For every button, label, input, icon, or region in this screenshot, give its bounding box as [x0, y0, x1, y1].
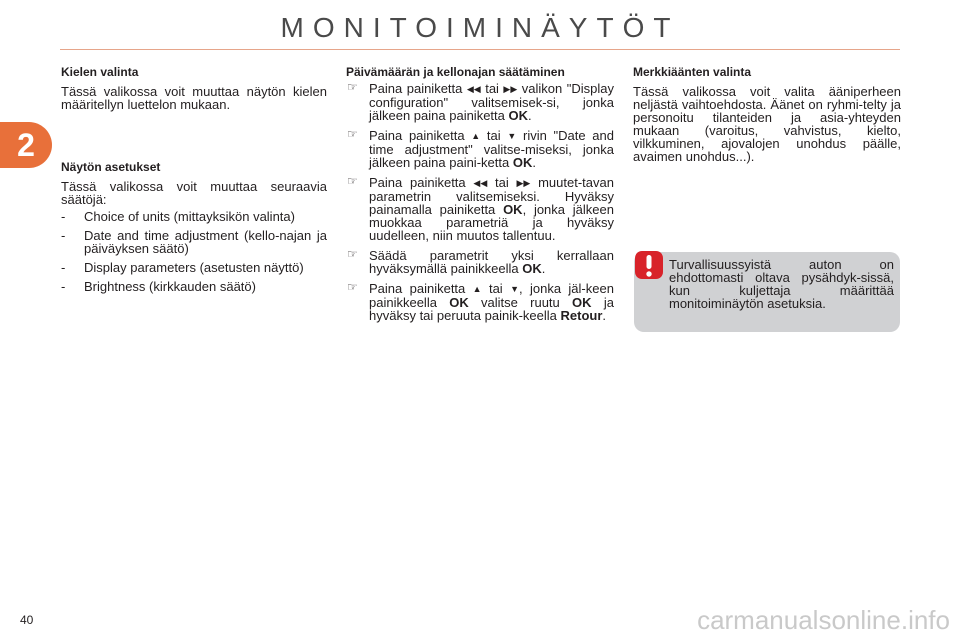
datetime-heading: Päivämäärän ja kellonajan säätäminen: [346, 65, 565, 79]
down-arrow-icon: ▼: [510, 284, 519, 294]
watermark: carmanualsonline.info: [697, 605, 950, 635]
list-item: ☞ Paina painiketta ▲ tai ▼, jonka jäl-keen painikkeella OK valitse ruutu OK ja hyväksy tai peruuta painik-keella Retour.: [347, 280, 614, 323]
up-arrow-icon: ▲: [472, 284, 482, 294]
finger-pointer-icon: ☞: [347, 174, 358, 188]
down-arrow-icon: ▼: [507, 131, 517, 141]
warning-text: Turvallisuussyistä auton on ehdottomasti oltava pysähdyk-sissä, kun kuljettaja määrittää monitoiminäytön asetuksia.: [669, 257, 894, 311]
finger-pointer-icon: ☞: [347, 280, 358, 294]
list-item: - Choice of units (mittayksikön valinta): [61, 209, 295, 224]
spacer: [61, 119, 327, 161]
language-text: Tässä valikossa voit muuttaa näytön kielen määritellyn luettelon mukaan.: [61, 84, 327, 112]
list-item: ☞ Paina painiketta ◀◀ tai ▶▶ valikon "Display configuration" valitsemisek-si, jonka jälkeen paina painiketta OK.: [347, 80, 614, 123]
column-right: [633, 66, 901, 171]
double-right-icon: ▶▶: [503, 84, 518, 94]
list-item: - Date and time adjustment (kello-najan ja päiväyksen säätö): [61, 228, 327, 256]
double-left-icon: ◀◀: [466, 84, 481, 94]
sound-heading: Merkkiäänten valinta: [633, 65, 752, 79]
list-item: ☞ Paina painiketta ▲ tai ▼ rivin "Date and time adjustment" valitse-miseksi, jonka jälkeen paina paini-ketta OK.: [347, 127, 614, 170]
finger-pointer-icon: ☞: [347, 80, 358, 94]
finger-pointer-icon: ☞: [347, 247, 358, 261]
page-number: 40: [20, 613, 34, 627]
double-right-icon: ▶▶: [516, 178, 531, 188]
list-item: - Display parameters (asetusten näyttö): [61, 260, 304, 275]
warning-box: [634, 252, 900, 332]
exclamation-warning-icon: [634, 250, 666, 282]
finger-pointer-icon: ☞: [347, 127, 358, 141]
title-divider: [60, 49, 900, 50]
double-left-icon: ◀◀: [473, 178, 488, 188]
chapter-tab: 2: [0, 122, 52, 168]
datetime-steps: [346, 82, 614, 322]
display-intro: Tässä valikossa voit muuttaa seuraavia säätöjä:: [61, 179, 327, 207]
column-middle: [346, 66, 614, 329]
sound-text: Tässä valikossa voit valita ääniperheen neljästä vaihtoehdosta. Äänet on ryhmi-telty ja personoitu tilanteiden ja asia-yhteyden mukaan (varoitus, vahvistus, kielto, vilkkuminen, ajovalojen unohdus päälle, avaimen unohdus...).: [633, 84, 901, 164]
list-item: ☞ Säädä parametrit yksi kerrallaan hyväksymällä painikkeella OK.: [347, 247, 614, 276]
display-list: [61, 210, 327, 293]
language-heading: Kielen valinta: [61, 65, 139, 79]
list-item: - Brightness (kirkkauden säätö): [61, 279, 256, 294]
page-title: MONITOIMINÄYTÖT: [280, 12, 680, 43]
display-heading: Näytön asetukset: [61, 160, 161, 174]
column-left: [61, 66, 327, 299]
list-item: ☞ Paina painiketta ◀◀ tai ▶▶ muutet-tavan parametrin valitsemiseksi. Hyväksy painamalla painiketta OK, jonka jälkeen muokkaa parametriä ja hyväksy uudelleen, niin muutos tallentuu.: [347, 174, 614, 243]
up-arrow-icon: ▲: [471, 131, 481, 141]
